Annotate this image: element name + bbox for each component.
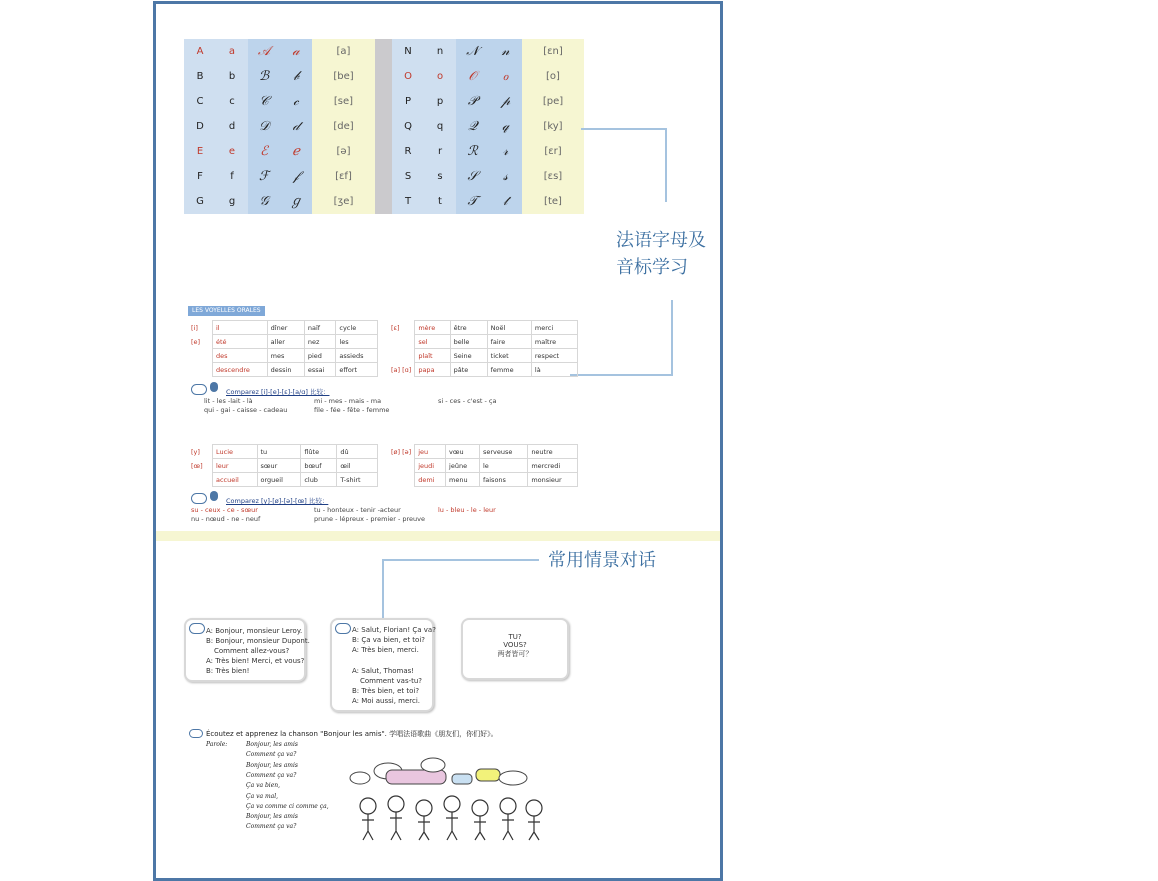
alphabet-cell-su: 𝒢 (259, 194, 269, 209)
alphabet-cell-su: 𝒬 (467, 119, 478, 134)
alphabet-cell-up: P (404, 96, 412, 107)
example-word: été (213, 335, 268, 349)
alphabet-cell-low: d (228, 121, 236, 132)
phoneme-label: [a] [ɑ] (391, 365, 412, 374)
callout-alphabet-line2: 音标学习 (616, 257, 688, 278)
table-row (188, 335, 378, 349)
alphabet-cell-up: C (196, 96, 204, 107)
alphabet-cell-low: f (230, 171, 234, 182)
alphabet-cell-ph: [ʒe] (333, 196, 354, 207)
phoneme-label (388, 349, 415, 363)
phoneme-label (188, 473, 213, 487)
song-lyric-line: Bonjour, les amis (246, 741, 298, 748)
dialogue-line: A: Salut, Florian! Ça va? (352, 626, 436, 634)
alphabet-table (184, 39, 584, 214)
example-word: naïf (304, 321, 336, 335)
compare-line: file - fée - fête - femme (314, 406, 390, 414)
phoneme-label (188, 363, 213, 377)
example-word: neutre (528, 445, 578, 459)
dialogue-line: A: Très bien! Merci, et vous? (206, 657, 305, 665)
example-word: Lucie (213, 445, 258, 459)
alphabet-cell-sl: 𝒻 (293, 169, 299, 184)
song-lyric-line: Comment ça va? (246, 823, 297, 831)
song-lyric-line: Comment ça va? (246, 751, 297, 759)
example-word: nez (304, 335, 336, 349)
alphabet-cell-su: 𝒪 (468, 69, 477, 84)
example-word: essai (304, 363, 336, 377)
dialogue-line: VOUS? (503, 641, 527, 649)
phoneme-label (188, 349, 213, 363)
compare-line: nu - nœud - ne - neuf (191, 515, 261, 523)
alphabet-cell-ph: [ɛf] (335, 171, 352, 182)
compare-line: tu - honteux - tenir -acteur (314, 506, 401, 514)
compare-line: su - ceux - ce - sœur (191, 506, 258, 514)
example-word: T-shirt (337, 473, 378, 487)
alphabet-cell-su: 𝒩 (466, 44, 479, 59)
example-word: descendre (213, 363, 268, 377)
example-word: jeu (415, 445, 446, 459)
song-intro: Écoutez et apprenez la chanson "Bonjour les amis". 学唱法语歌曲《朋友们，你们好》。 (206, 730, 498, 738)
alphabet-cell-su: ℱ (258, 169, 270, 184)
cloud-icon (189, 623, 205, 634)
alphabet-cell-sl: ℯ (292, 144, 300, 159)
dialogue-line: A: Salut, Thomas! (352, 667, 415, 675)
alphabet-cell-up: Q (404, 121, 412, 132)
alphabet-cell-up: G (196, 196, 204, 207)
example-word: il (213, 321, 268, 335)
alphabet-cell-su: 𝒟 (258, 119, 270, 134)
example-word: là (531, 363, 577, 377)
cloud-icon (335, 623, 351, 634)
vowel-table-2 (388, 320, 578, 377)
alphabet-cell-su: 𝒮 (467, 169, 478, 184)
song-lyric-line: Bonjour, les amis (246, 813, 298, 821)
table-row (388, 349, 578, 363)
example-word: tu (257, 445, 301, 459)
compare-line: lu - bleu - le - leur (438, 506, 496, 514)
compare-line: si - ces - c'est - ça (438, 397, 497, 405)
alphabet-cell-ph: [de] (333, 121, 354, 132)
phoneme-label (388, 335, 415, 349)
example-word: belle (450, 335, 487, 349)
example-word: dû (337, 445, 378, 459)
example-word: dessin (267, 363, 304, 377)
callout-alphabet (616, 227, 706, 281)
phoneme-label: [ø] [ə] (391, 447, 412, 456)
phoneme-label: [œ] (191, 461, 203, 470)
alphabet-cell-up: D (196, 121, 204, 132)
dialogue-line: A: Bonjour, monsieur Leroy. (206, 627, 303, 635)
example-word: pied (304, 349, 336, 363)
cloud-icon (191, 493, 207, 504)
table-row (388, 445, 578, 459)
dialogue-line: Comment allez-vous? (214, 647, 290, 655)
vowel-table-3 (188, 444, 378, 487)
dialogue-line: A: Très bien, merci. (352, 646, 419, 654)
alphabet-cell-ph: [a] (336, 46, 351, 57)
alphabet-cell-ph: [ɛs] (543, 171, 563, 182)
alphabet-cell-ph: [te] (544, 196, 562, 207)
alphabet-cell-ph: [o] (546, 71, 560, 82)
alphabet-cell-up: B (196, 71, 204, 82)
example-word: sœur (257, 459, 301, 473)
alphabet-cell-sl: 𝓈 (503, 169, 508, 184)
table-row (388, 363, 578, 377)
phoneme-label (388, 459, 415, 473)
textbook-page (153, 1, 723, 881)
alphabet-cell-su: ℰ (260, 144, 268, 159)
alphabet-cell-sl: 𝓃 (501, 44, 510, 59)
example-word: serveuse (479, 445, 527, 459)
example-word: maître (531, 335, 577, 349)
example-word: menu (446, 473, 480, 487)
example-word: vœu (446, 445, 480, 459)
alphabet-cell-sl: 𝓉 (503, 194, 508, 209)
example-word: bœuf (301, 459, 337, 473)
dialogue-box-2 (330, 618, 434, 712)
vowel-table-1 (188, 320, 378, 377)
example-word: aller (267, 335, 304, 349)
song-parole-label: Parole: (206, 741, 228, 748)
compare-line: mi - mes - mais - ma (314, 397, 382, 405)
alphabet-cell-ph: [ə] (336, 146, 351, 157)
example-word: assieds (336, 349, 378, 363)
example-word: monsieur (528, 473, 578, 487)
alphabet-cell-su: 𝒜 (257, 44, 271, 59)
table-row (188, 459, 378, 473)
dialogue-line: A: Moi aussi, merci. (352, 697, 421, 705)
phoneme-label: [ɛ] (391, 323, 400, 332)
dialogue-line: TU? (508, 633, 522, 641)
alphabet-cell-sl: 𝓇 (502, 144, 509, 159)
dialogue-line: B: Bonjour, monsieur Dupont. (206, 637, 310, 645)
dialogue-line: B: Très bien! (206, 667, 250, 675)
alphabet-cell-ph: [ɛr] (544, 146, 562, 157)
example-word: club (301, 473, 337, 487)
alphabet-cell-up: R (404, 146, 412, 157)
compare-line: prune - lépreux - premier - preuve (314, 515, 425, 523)
alphabet-cell-low: t (438, 196, 442, 207)
listen-icon (189, 729, 203, 738)
callout-alphabet-line1: 法语字母及 (616, 230, 706, 251)
example-word: leur (213, 459, 258, 473)
example-word: femme (487, 363, 531, 377)
example-word: demi (415, 473, 446, 487)
alphabet-cell-low: r (437, 146, 443, 157)
alphabet-cell-up: F (197, 171, 203, 182)
compare-line: lit - les -lait - là (204, 397, 253, 405)
example-word: respect (531, 349, 577, 363)
example-word: les (336, 335, 378, 349)
song-lyric-line: Bonjour, les amis (246, 761, 298, 769)
section-divider (156, 531, 720, 541)
example-word: flûte (301, 445, 337, 459)
alphabet-cell-low: g (228, 196, 236, 207)
phoneme-label: [y] (191, 447, 200, 456)
alphabet-cell-low: n (436, 46, 444, 57)
dialogue-box-3 (461, 618, 569, 680)
example-word: faire (487, 335, 531, 349)
alphabet-cell-su: 𝒯 (467, 194, 478, 209)
phoneme-label (388, 473, 415, 487)
song-lyric-line: Ça va mal, (246, 792, 279, 800)
example-word: faisons (479, 473, 527, 487)
alphabet-cell-low: b (228, 71, 236, 82)
microphone-icon (210, 491, 218, 501)
alphabet-cell-low: c (229, 96, 235, 107)
alphabet-cell-low: o (436, 71, 444, 82)
alphabet-cell-up: A (196, 46, 204, 57)
alphabet-cell-up: E (196, 146, 204, 157)
dialogue-line: B: Très bien, et toi? (352, 687, 420, 695)
alphabet-cell-sl: 𝒶 (292, 44, 300, 59)
alphabet-cell-up: T (404, 196, 412, 207)
song-lyric-line: Ça va bien, (246, 782, 281, 790)
example-word: pâte (450, 363, 487, 377)
alphabet-cell-low: p (436, 96, 444, 107)
table-row (388, 473, 578, 487)
dialogue-line: B: Ça va bien, et toi? (352, 636, 425, 644)
example-word: jeudi (415, 459, 446, 473)
alphabet-cell-sl: 𝓅 (500, 94, 511, 109)
example-word: mercredi (528, 459, 578, 473)
example-word: orgueil (257, 473, 301, 487)
example-word: jeûne (446, 459, 480, 473)
alphabet-cell-ph: [be] (333, 71, 354, 82)
alphabet-cell-su: ℬ (258, 69, 270, 84)
example-word: être (450, 321, 487, 335)
alphabet-cell-sl: 𝓆 (502, 119, 509, 134)
song-lyric-line: Comment ça va? (246, 771, 297, 779)
example-word: Noël (487, 321, 531, 335)
people-illustration (348, 756, 558, 846)
table-row (188, 349, 378, 363)
example-word: papa (415, 363, 450, 377)
alphabet-cell-sl: ℴ (502, 69, 509, 84)
callout-line-alphabet (581, 128, 667, 202)
example-word: œil (337, 459, 378, 473)
dialogue-line: 两者皆可？ (497, 650, 533, 658)
alphabet-cell-sl: 𝒹 (292, 119, 300, 134)
phoneme-label: [e] (191, 337, 201, 346)
vowels-badge: LES VOYELLES ORALES (188, 306, 265, 316)
alphabet-cell-low: s (437, 171, 443, 182)
callout-dialogue: 常用情景对话 (548, 550, 656, 571)
callout-line-vowels (570, 300, 673, 376)
table-row (188, 321, 378, 335)
alphabet-cell-ph: [pe] (542, 96, 564, 107)
alphabet-cell-su: ℛ (467, 144, 478, 159)
alphabet-cell-up: S (404, 171, 412, 182)
dialogue-box-1 (184, 618, 310, 682)
example-word: sel (415, 335, 450, 349)
compare-title-2: Comparez [y]-[ø]-[ə]-[œ] 比较： (226, 497, 329, 505)
table-row (188, 445, 378, 459)
alphabet-cell-up: N (404, 46, 412, 57)
alphabet-cell-sl: 𝒷 (293, 69, 299, 84)
table-row (388, 335, 578, 349)
alphabet-cell-sl: 𝒸 (293, 94, 299, 109)
example-word: Seine (450, 349, 487, 363)
example-word: le (479, 459, 527, 473)
compare-title-1: Comparez [i]-[e]-[ɛ]-[a/ɑ] 比较： (226, 388, 330, 396)
alphabet-cell-su: 𝒞 (259, 94, 269, 109)
example-word: cycle (336, 321, 378, 335)
alphabet-cell-low: q (436, 121, 444, 132)
microphone-icon (210, 382, 218, 392)
alphabet-cell-ph: [ɛn] (543, 46, 563, 57)
example-word: dîner (267, 321, 304, 335)
callout-line-dialogue (382, 559, 539, 623)
example-word: ticket (487, 349, 531, 363)
alphabet-cell-su: 𝒫 (467, 94, 478, 109)
alphabet-cell-ph: [ky] (543, 121, 563, 132)
dialogue-line: Comment vas-tu? (360, 677, 423, 685)
example-word: effort (336, 363, 378, 377)
phoneme-label: [i] (191, 323, 198, 332)
table-row (388, 321, 578, 335)
song-lyric-line: Ça va comme ci comme ça, (246, 802, 329, 810)
table-row (388, 459, 578, 473)
table-row (188, 473, 378, 487)
cloud-icon (191, 384, 207, 395)
example-word: plaît (415, 349, 450, 363)
example-word: merci (531, 321, 577, 335)
compare-line: qui - gai - caisse - cadeau (204, 406, 288, 414)
example-word: mes (267, 349, 304, 363)
alphabet-cell-low: a (228, 46, 236, 57)
alphabet-cell-ph: [se] (333, 96, 354, 107)
example-word: accueil (213, 473, 258, 487)
table-row (188, 363, 378, 377)
example-word: des (213, 349, 268, 363)
vowel-table-4 (388, 444, 578, 487)
alphabet-cell-up: O (404, 71, 412, 82)
alphabet-cell-sl: ℊ (289, 194, 303, 209)
alphabet-cell-low: e (228, 146, 236, 157)
example-word: mère (415, 321, 450, 335)
